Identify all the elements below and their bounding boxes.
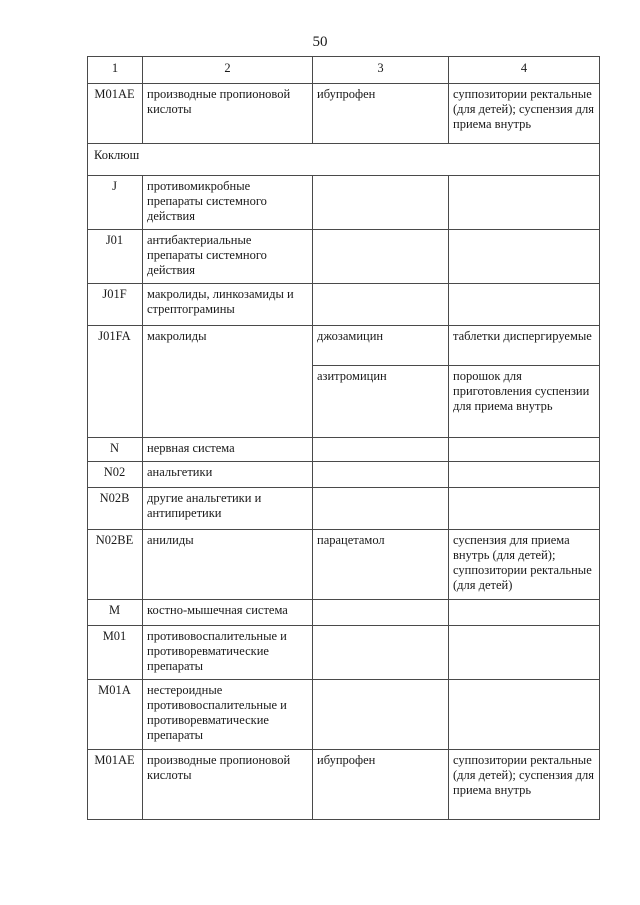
atc-code: J01 bbox=[88, 230, 143, 284]
atc-group-name: другие анальгетики и антипиретики bbox=[143, 488, 313, 530]
table-row bbox=[88, 462, 600, 488]
drug-name bbox=[313, 230, 449, 284]
table-row bbox=[88, 530, 600, 600]
atc-code: M bbox=[88, 600, 143, 626]
atc-group-name: производные пропионовой кислоты bbox=[143, 750, 313, 820]
table-row bbox=[88, 680, 600, 750]
column-header-2: 2 bbox=[143, 57, 313, 84]
atc-code: N02BE bbox=[88, 530, 143, 600]
dosage-form bbox=[449, 462, 600, 488]
column-header-4: 4 bbox=[449, 57, 600, 84]
atc-code: N02 bbox=[88, 462, 143, 488]
drug-name: ибупрофен bbox=[313, 750, 449, 820]
dosage-form: порошок для приготовления суспензии для приема внутрь bbox=[449, 366, 600, 438]
dosage-form bbox=[449, 284, 600, 326]
atc-code: N bbox=[88, 438, 143, 462]
dosage-form bbox=[449, 626, 600, 680]
table-row bbox=[88, 600, 600, 626]
table-header-row bbox=[88, 57, 600, 84]
atc-group-name: производные пропионовой кислоты bbox=[143, 84, 313, 144]
table-row bbox=[88, 488, 600, 530]
table-row bbox=[88, 438, 600, 462]
atc-group-name: макролиды, линкозамиды и стрептограмины bbox=[143, 284, 313, 326]
drug-name bbox=[313, 488, 449, 530]
drug-name: азитромицин bbox=[313, 366, 449, 438]
atc-group-name: нестероидные противовоспалительные и противоревматические препараты bbox=[143, 680, 313, 750]
atc-group-name: макролиды bbox=[143, 326, 313, 438]
table-row bbox=[88, 750, 600, 820]
table-row bbox=[88, 626, 600, 680]
atc-group-name: противомикробные препараты системного действия bbox=[143, 176, 313, 230]
atc-code: M01 bbox=[88, 626, 143, 680]
dosage-form bbox=[449, 176, 600, 230]
drug-name: джозамицин bbox=[313, 326, 449, 366]
dosage-form: суппозитории ректальные (для детей); суспензия для приема внутрь bbox=[449, 750, 600, 820]
drug-name bbox=[313, 600, 449, 626]
table-row bbox=[88, 176, 600, 230]
drug-name bbox=[313, 438, 449, 462]
drug-name bbox=[313, 284, 449, 326]
atc-group-name: противовоспалительные и противоревматические препараты bbox=[143, 626, 313, 680]
drug-table bbox=[87, 56, 600, 820]
dosage-form bbox=[449, 600, 600, 626]
column-header-1: 1 bbox=[88, 57, 143, 84]
atc-code: M01AE bbox=[88, 750, 143, 820]
drug-name: ибупрофен bbox=[313, 84, 449, 144]
section-row bbox=[88, 144, 600, 176]
drug-name bbox=[313, 176, 449, 230]
column-header-3: 3 bbox=[313, 57, 449, 84]
atc-code: J01FA bbox=[88, 326, 143, 438]
drug-name bbox=[313, 462, 449, 488]
dosage-form bbox=[449, 488, 600, 530]
dosage-form bbox=[449, 230, 600, 284]
drug-name bbox=[313, 626, 449, 680]
atc-group-name: нервная система bbox=[143, 438, 313, 462]
dosage-form: суппозитории ректальные (для детей); суспензия для приема внутрь bbox=[449, 84, 600, 144]
atc-group-name: костно-мышечная система bbox=[143, 600, 313, 626]
atc-group-name: анилиды bbox=[143, 530, 313, 600]
dosage-form bbox=[449, 680, 600, 750]
atc-code: M01A bbox=[88, 680, 143, 750]
atc-group-name: анальгетики bbox=[143, 462, 313, 488]
atc-group-name: антибактериальные препараты системного действия bbox=[143, 230, 313, 284]
atc-code: J01F bbox=[88, 284, 143, 326]
table-row bbox=[88, 284, 600, 326]
section-title: Коклюш bbox=[88, 144, 600, 176]
atc-code: J bbox=[88, 176, 143, 230]
atc-code: N02B bbox=[88, 488, 143, 530]
table-row bbox=[88, 326, 600, 366]
dosage-form bbox=[449, 438, 600, 462]
drug-name bbox=[313, 680, 449, 750]
dosage-form: таблетки диспергируемые bbox=[449, 326, 600, 366]
page-number: 50 bbox=[312, 34, 328, 50]
table-row bbox=[88, 230, 600, 284]
dosage-form: суспензия для приема внутрь (для детей); суппозитории ректальные (для детей) bbox=[449, 530, 600, 600]
atc-code: M01AE bbox=[88, 84, 143, 144]
table-row bbox=[88, 84, 600, 144]
drug-name: парацетамол bbox=[313, 530, 449, 600]
